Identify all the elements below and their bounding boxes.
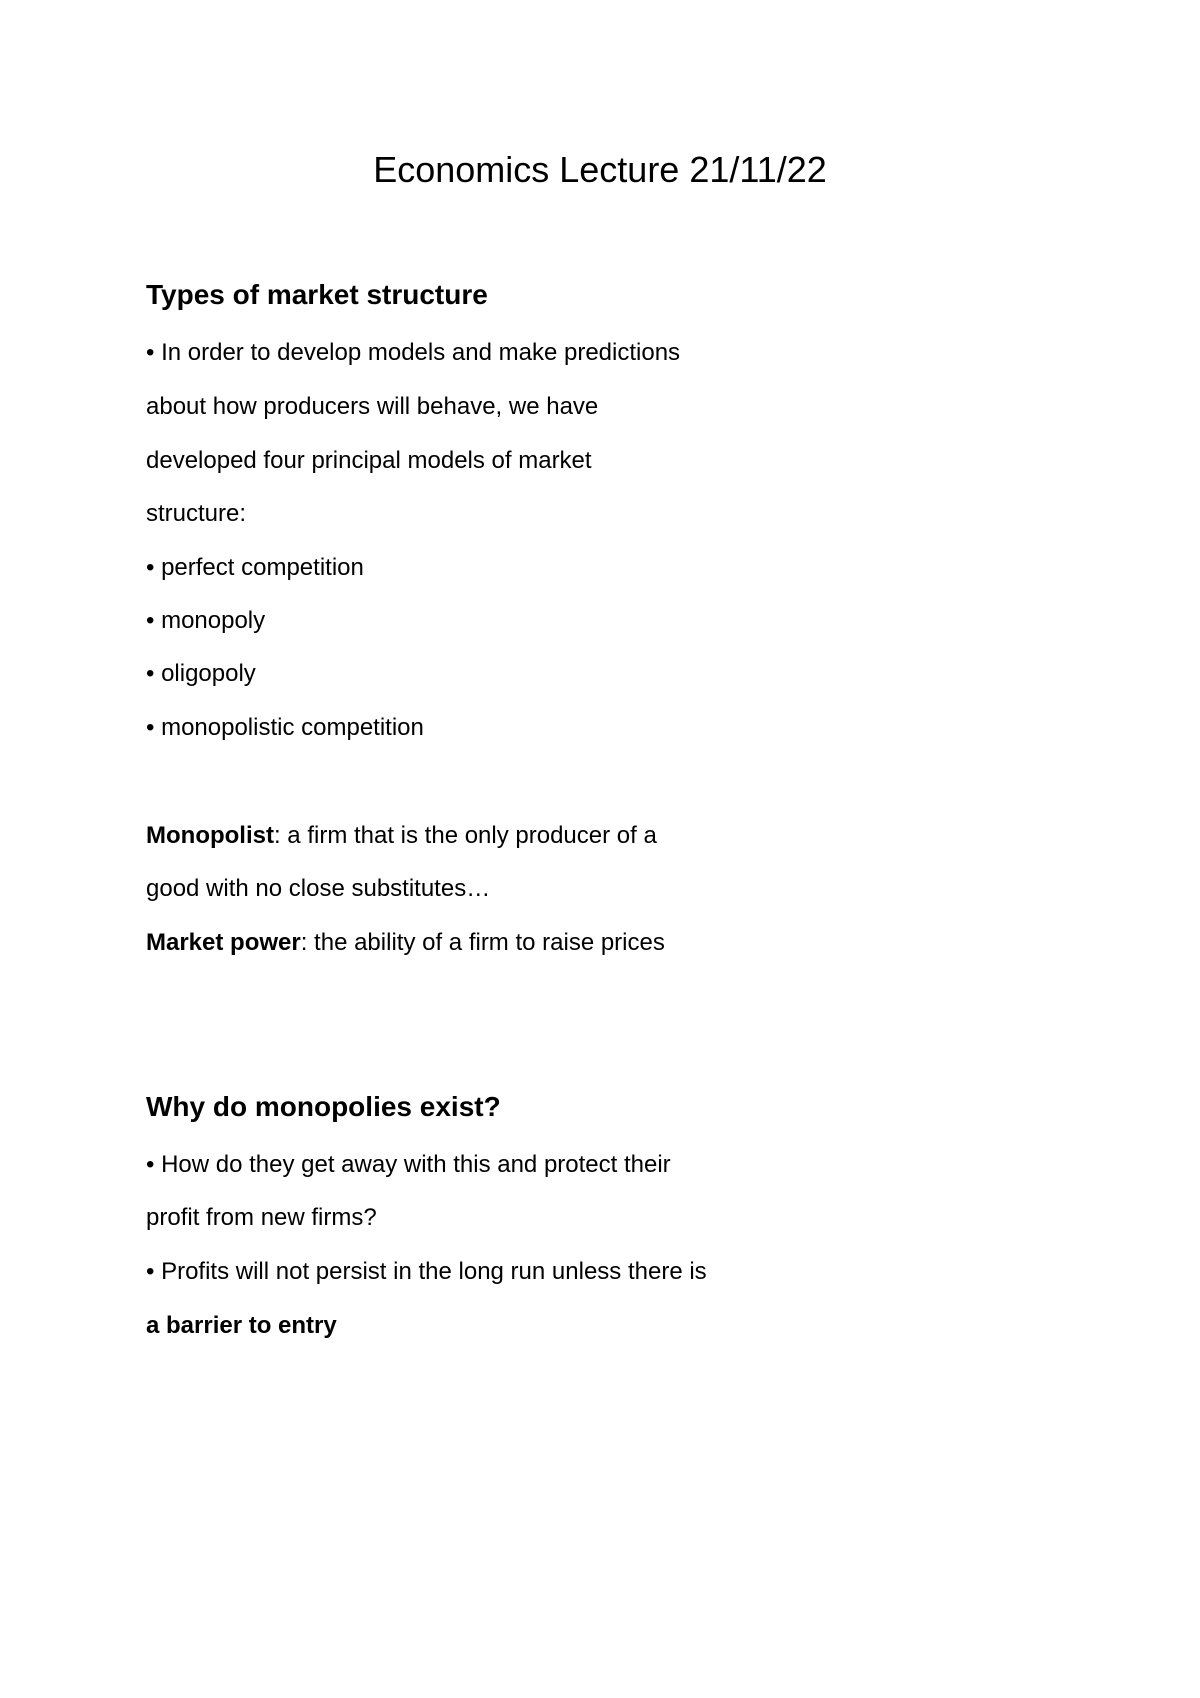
paragraph-line: developed four principal models of market <box>146 447 592 474</box>
bullet-item: • perfect competition <box>146 554 364 581</box>
bullet-item: • monopolistic competition <box>146 714 424 741</box>
paragraph-line: • Profits will not persist in the long run unless there is <box>146 1258 707 1285</box>
definition-term: Monopolist <box>146 822 274 849</box>
definition-text: : a firm that is the only producer of a <box>273 822 657 849</box>
definition-monopolist-continued: good with no close substitutes… <box>146 875 491 902</box>
paragraph-line: about how producers will behave, we have <box>146 393 599 420</box>
definition-text: : the ability of a firm to raise prices <box>300 929 665 956</box>
bullet-item: • oligopoly <box>146 660 256 687</box>
section-heading-market-structure: Types of market structure <box>146 279 488 310</box>
paragraph-line: structure: <box>146 500 247 527</box>
definition-term: Market power <box>146 929 301 956</box>
definition-market-power <box>146 928 665 958</box>
barrier-to-entry-text: a barrier to entry <box>146 1312 337 1339</box>
paragraph-line: • In order to develop models and make predictions <box>146 339 681 366</box>
paragraph-line: • How do they get away with this and protect their <box>146 1151 671 1178</box>
document-title: Economics Lecture 21/11/22 <box>373 149 827 190</box>
definition-monopolist <box>146 821 657 851</box>
paragraph-line: profit from new firms? <box>146 1204 377 1231</box>
bullet-item: • monopoly <box>146 607 266 634</box>
section-heading-why-monopolies: Why do monopolies exist? <box>146 1091 501 1122</box>
